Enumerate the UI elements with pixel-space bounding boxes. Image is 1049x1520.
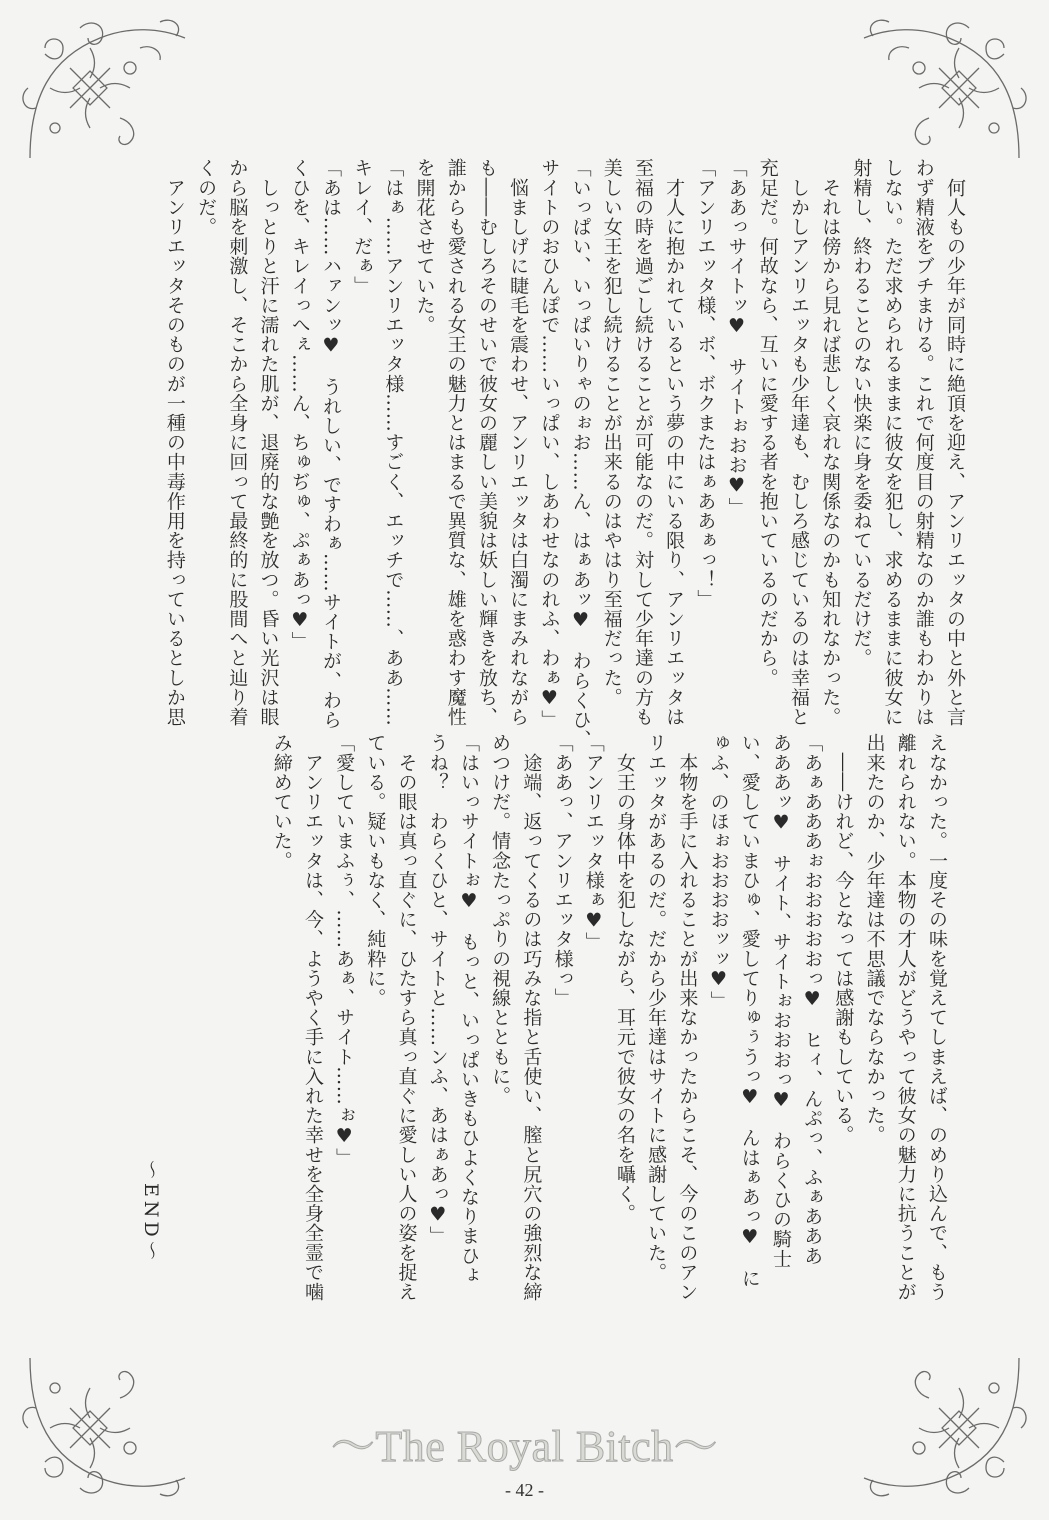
text-line: ている。疑いもなく、純粋に。	[364, 733, 387, 1008]
text-line: 離れられない。本物の才人がどうやって彼女の魅力に抗うことが	[894, 733, 917, 1302]
text-line: わず精液をブチまける。これで何度目の射精なのか誰もわかりは	[912, 158, 935, 727]
text-line: 「はいっサイトぉ♥ もっと、いっぱいきもひよくなりまひょ	[457, 733, 480, 1285]
text-line: 「いっぱい、いっぱいりゃのぉお……ん、はぁあッ♥ わらくひ、	[569, 158, 592, 749]
text-line: 「あは……ハァンッ♥ うれしい、ですわぁ……サイトが、わら	[319, 158, 342, 730]
end-mark: ～END～	[140, 1160, 162, 1264]
text-line: しかしアンリエッタも少年達も、むしろ感じているのは幸福と	[787, 158, 810, 727]
page-number: - 42 -	[505, 1480, 544, 1500]
text-line: 才人に抱かれているという夢の中にいる限り、アンリエッタは	[663, 158, 686, 727]
text-line: リエッタがあるのだ。だから少年達はサイトに感謝していた。	[645, 733, 668, 1282]
text-line: くひを、キレイっへぇ……ん、ちゅぢゅ、ぷぁあっ♥」	[288, 158, 311, 651]
text-line: キレイ、だぁ」	[351, 158, 374, 296]
text-line: あああッ♥ サイト、サイトぉおおおっ♥ わらくひの騎士	[769, 733, 792, 1269]
text-line: 「あぁあああぉおおおおおっ♥ ヒィ、んぷっ、ふぁあああ	[801, 733, 824, 1266]
text-line: しない。ただ求められるままに彼女を犯し、求めるままに彼女に	[881, 158, 904, 727]
text-line: その眼は真っ直ぐに、ひたすら真っ直ぐに愛しい人の姿を捉え	[395, 733, 418, 1302]
text-line: アンリエッタそのものが一種の中毒作用を持っているとしか思	[163, 158, 186, 727]
text-line: えなかった。一度その味を覚えてしまえば、のめり込んで、もう	[926, 733, 948, 1302]
text-line: ゅふ、のほぉおおおおッッ♥」	[707, 733, 730, 1011]
footer-title: ～The Royal Bitch～	[330, 1422, 719, 1471]
text-line: 途端、返ってくるのは巧みな指と舌使い、膣と尻穴の強烈な締	[520, 733, 543, 1302]
text-line: から脳を刺激し、そこから全身に回って最終的に股間へと辿り着	[226, 158, 249, 727]
text-line: しっとりと汗に濡れた肌が、退廃的な艶を放つ。昏い光沢は眼	[257, 158, 280, 727]
text-line: 美しい女王を犯し続けることが出来るのはやはり至福だった。	[600, 158, 623, 707]
body-text-upper	[110, 158, 970, 749]
text-line: 「アンリエッタ様、ボ、ボクまたはぁああぁっ！」	[694, 158, 717, 609]
text-line: うね？ わらくひと、サイトと……ンふ、あはぁあっ♥」	[426, 733, 449, 1246]
corner-ornament-top-left	[10, 8, 210, 178]
body-text-lower	[242, 733, 952, 1333]
text-line: 射精し、終わることのない快楽に身を委ねているだけだ。	[850, 158, 873, 668]
text-line: い、愛していまひゅ、愛してりゅぅうっ♥ んはぁあっ♥ に	[738, 733, 761, 1288]
text-line: アンリエッタは、今、ようやく手に入れた幸せを全身全霊で噛	[301, 733, 324, 1302]
text-line: も――むしろそのせいで彼女の麗しい美貌は妖しい輝きを放ち、	[475, 158, 498, 727]
text-line: 出来たのか、少年達は不思議でならなかった。	[863, 733, 886, 1145]
text-line: を開花させていた。	[413, 158, 436, 335]
corner-ornament-top-right	[839, 8, 1039, 178]
text-line: 悩ましげに睫毛を震わせ、アンリエッタは白濁にまみれながら	[507, 158, 530, 727]
text-line: くのだ。	[195, 158, 218, 237]
text-line: み締めていた。	[270, 733, 293, 871]
text-line: ――けれど、今となっては感謝もしている。	[832, 733, 855, 1145]
text-line: 「ああっサイトッ♥ サイトぉおお♥」	[725, 158, 748, 517]
text-line: 何人もの少年が同時に絶頂を迎え、アンリエッタの中と外と言	[944, 158, 966, 727]
text-line: 女王の身体中を犯しながら、耳元で彼女の名を囁く。	[613, 733, 636, 1223]
text-line: 「はぁ……アンリエッタ様……すごく、エッチで……、ああ……	[382, 158, 405, 727]
text-line: 至福の時を過ごし続けることが可能なのだ。対して少年達の方も	[631, 158, 654, 727]
text-line: 充足だ。何故なら、互いに愛する者を抱いているのだから。	[756, 158, 779, 688]
text-line: めつけだ。情念たっぷりの視線とともに。	[489, 733, 512, 1106]
text-line: 「アンリエッタ様ぁ♥」	[582, 733, 605, 952]
text-line: 本物を手に入れることが出来なかったからこそ、今のこのアン	[676, 733, 699, 1302]
text-line: 「ああっ、アンリエッタ様っ」	[551, 733, 574, 1008]
text-line: サイトのおひんぽで……いっぱい、しあわせなのれふ、わぁ♥」	[538, 158, 561, 730]
text-line: 「愛していまふぅ、……あぁ、サイト……ぉ♥」	[333, 733, 356, 1168]
text-line: それは傍から見れば悲しく哀れな関係なのかも知れなかった。	[819, 158, 842, 727]
text-line: 誰からも愛される女王の魅力とはまるで異質な、雄を惑わす魔性	[444, 158, 467, 727]
